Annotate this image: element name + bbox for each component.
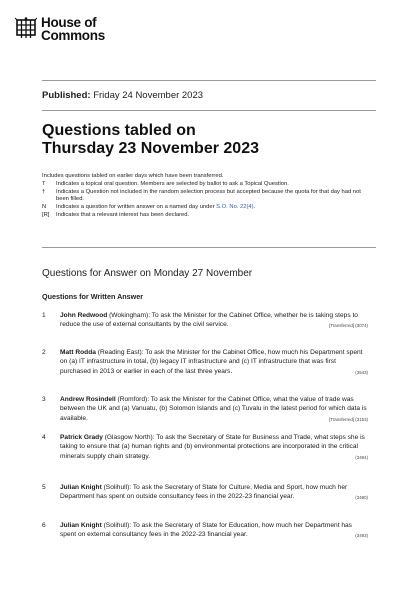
question-text: To ask the Secretary of State for Education, how much her Department has spent on external consultancy fees in the 2022-23 financial year.	[60, 522, 352, 539]
legend-text-main: Indicates a question for written answer on a named day under	[56, 204, 215, 211]
legend-row	[42, 212, 372, 220]
legend-symbol: N	[42, 204, 47, 211]
divider	[42, 80, 376, 81]
member-name: Julian Knight	[60, 484, 102, 491]
question-item	[42, 433, 368, 462]
divider	[42, 110, 376, 111]
page-title	[42, 122, 259, 158]
question-item	[42, 395, 368, 424]
portcullis-icon	[15, 17, 37, 41]
legend-text	[56, 204, 372, 212]
question-number: 6	[42, 522, 46, 529]
question-ref: (3493)	[355, 533, 368, 539]
section-heading: Questions for Answer on Monday 27 November	[42, 268, 253, 279]
logo-line-2: Commons	[41, 27, 105, 43]
constituency: (Solihull):	[103, 522, 132, 529]
member-name: Matt Rodda	[60, 349, 96, 356]
intro-notes	[42, 173, 372, 220]
legend-text: Indicates a topical oral question. Members are selected by ballot to ask a Topical Question.	[56, 180, 289, 187]
question-text: To ask the Secretary of State for Culture, Media and Sport, how much her Department has spent on outside consultancy fees in the 2022-23 financial year.	[60, 484, 348, 501]
legend-text: Indicates a Question not included in the random selection process but accepted because the quota for that day had not been filled.	[56, 188, 361, 203]
question-number: 2	[42, 349, 46, 356]
member-name: Patrick Grady	[60, 434, 103, 441]
house-of-commons-logo	[15, 17, 105, 42]
question-text: To ask the Minister for the Cabinet Office, what the value of trade was between the UK and (a) Vanuatu, (b) Solomon Islands and (c) Tuvalu in the latest period for which data is available.	[60, 396, 367, 422]
constituency: (Glasgow North):	[104, 434, 155, 441]
question-text: To ask the Minister for the Cabinet Office, how much his Department spent on (a) IT infrastructure in total, (b) legacy IT infrastructure and (c) IT infrastructure that was first purchased in 2013 or earlier in each of the last three years.	[60, 349, 363, 375]
legend-symbol: T	[42, 180, 46, 187]
intro-text: Includes questions tabled on earlier days which have been transferred.	[42, 173, 224, 179]
standing-order-link[interactable]: S.O. No. 22(4)	[216, 204, 254, 211]
published-date: Friday 24 November 2023	[93, 90, 204, 101]
question-ref: (3494)	[355, 454, 368, 460]
legend-row	[42, 204, 372, 212]
legend-text-suffix: .	[253, 204, 256, 211]
question-text: To ask the Minister for the Cabinet Office, whether he is taking steps to reduce the use of external consultants by the civil service.	[60, 312, 358, 329]
constituency: (Romford):	[117, 396, 150, 403]
member-name: Andrew Rosindell	[60, 396, 116, 403]
question-item	[42, 348, 368, 377]
divider	[42, 247, 376, 248]
legend-symbol: [R]	[42, 211, 50, 218]
published-label: Published:	[42, 90, 91, 101]
constituency: (Wokingham):	[109, 312, 151, 319]
question-ref: (3543)	[355, 369, 368, 375]
constituency: (Reading East):	[97, 349, 144, 356]
published-line	[42, 90, 203, 101]
question-ref: (3490)	[355, 495, 368, 501]
sub-heading: Questions for Written Answer	[42, 292, 144, 301]
legend-row	[42, 181, 372, 189]
question-number: 1	[42, 312, 46, 319]
question-number: 4	[42, 434, 46, 441]
question-number: 5	[42, 484, 46, 491]
question-item	[42, 521, 368, 541]
question-ref: [Transferred] (3074)	[329, 323, 368, 329]
legend-row	[42, 189, 372, 205]
title-line-1: Questions tabled on	[42, 122, 196, 139]
constituency: (Solihull):	[103, 484, 132, 491]
question-number: 3	[42, 396, 46, 403]
question-item	[42, 483, 368, 503]
member-name: John Redwood	[60, 312, 108, 319]
title-line-2: Thursday 23 November 2023	[42, 140, 259, 157]
question-text: To ask the Secretary of State for Business and Trade, what steps she is taking to ensure that (a) human rights and (b) environmental protections are incorporated in the critical minerals supply chain strategy.	[60, 434, 365, 460]
question-item	[42, 311, 368, 331]
legend-symbol: †	[42, 188, 46, 195]
legend-text: Indicates that a relevant interest has been declared.	[56, 211, 190, 218]
question-ref: [Transferred] (3153)	[329, 416, 368, 422]
member-name: Julian Knight	[60, 522, 102, 529]
logo-line-1: House of	[41, 15, 97, 30]
